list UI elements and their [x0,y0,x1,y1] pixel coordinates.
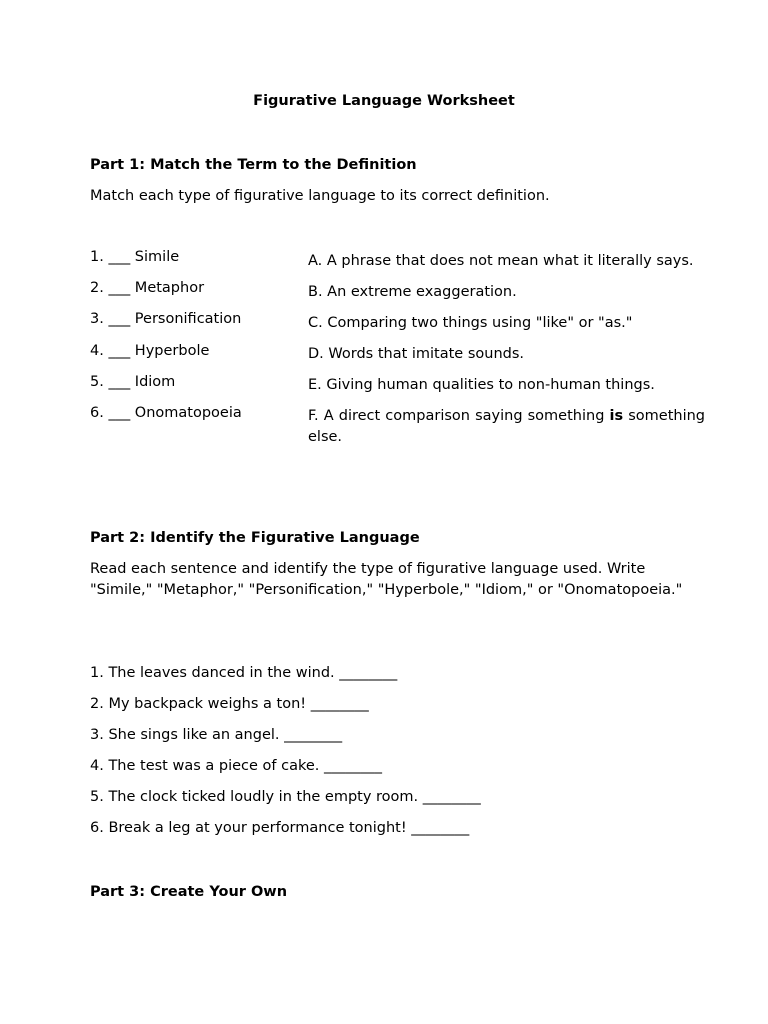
term-item: 1. ___ Simile [90,249,180,265]
part3-heading: Part 3: Create Your Own [90,884,288,900]
part2-heading: Part 2: Identify the Figurative Language [90,530,420,546]
sentence-item: 3. She sings like an angel. ________ [90,727,343,743]
definition-f-suffix: something else. [308,408,706,445]
sentences-list [90,664,690,850]
term-item: 4. ___ Hyperbole [90,342,210,359]
term-item: 3. ___ Personification [90,311,242,328]
worksheet-title: Figurative Language Worksheet [253,93,515,109]
definition-f-prefix: F. A direct comparison saying something [308,408,605,424]
term-item: 5. ___ Idiom [90,373,176,390]
definition-f-emphasis: is [609,408,624,424]
definition-item-f [308,406,705,448]
definition-item: C. Comparing two things using "like" or "as." [308,315,633,331]
term-item: 6. ___ Onomatopoeia [90,404,242,421]
term-item: 2. ___ Metaphor [90,280,205,297]
definition-item: E. Giving human qualities to non-human things. [308,377,655,393]
definition-item: B. An extreme exaggeration. [308,284,517,300]
sentence-item: 4. The test was a piece of cake. ________ [90,758,382,774]
sentence-item: 5. The clock ticked loudly in the empty room. ________ [90,789,481,805]
sentence-item: 6. Break a leg at your performance tonight! ________ [90,820,470,836]
part2-instructions: Read each sentence and identify the type of figurative language used. Write "Simile," "Metaphor," "Personification," "Hyperbole," "Idiom," or "Onomatopoeia." [90,561,683,598]
part1-instructions: Match each type of figurative language to its correct definition. [90,188,550,204]
definition-item: D. Words that imitate sounds. [308,346,525,362]
definition-item: A. A phrase that does not mean what it literally says. [308,253,694,269]
part1-heading: Part 1: Match the Term to the Definition [90,157,417,173]
sentence-item: 1. The leaves danced in the wind. ________ [90,665,398,681]
terms-list [90,248,290,435]
sentence-item: 2. My backpack weighs a ton! ________ [90,696,369,712]
definitions-list [308,251,705,458]
